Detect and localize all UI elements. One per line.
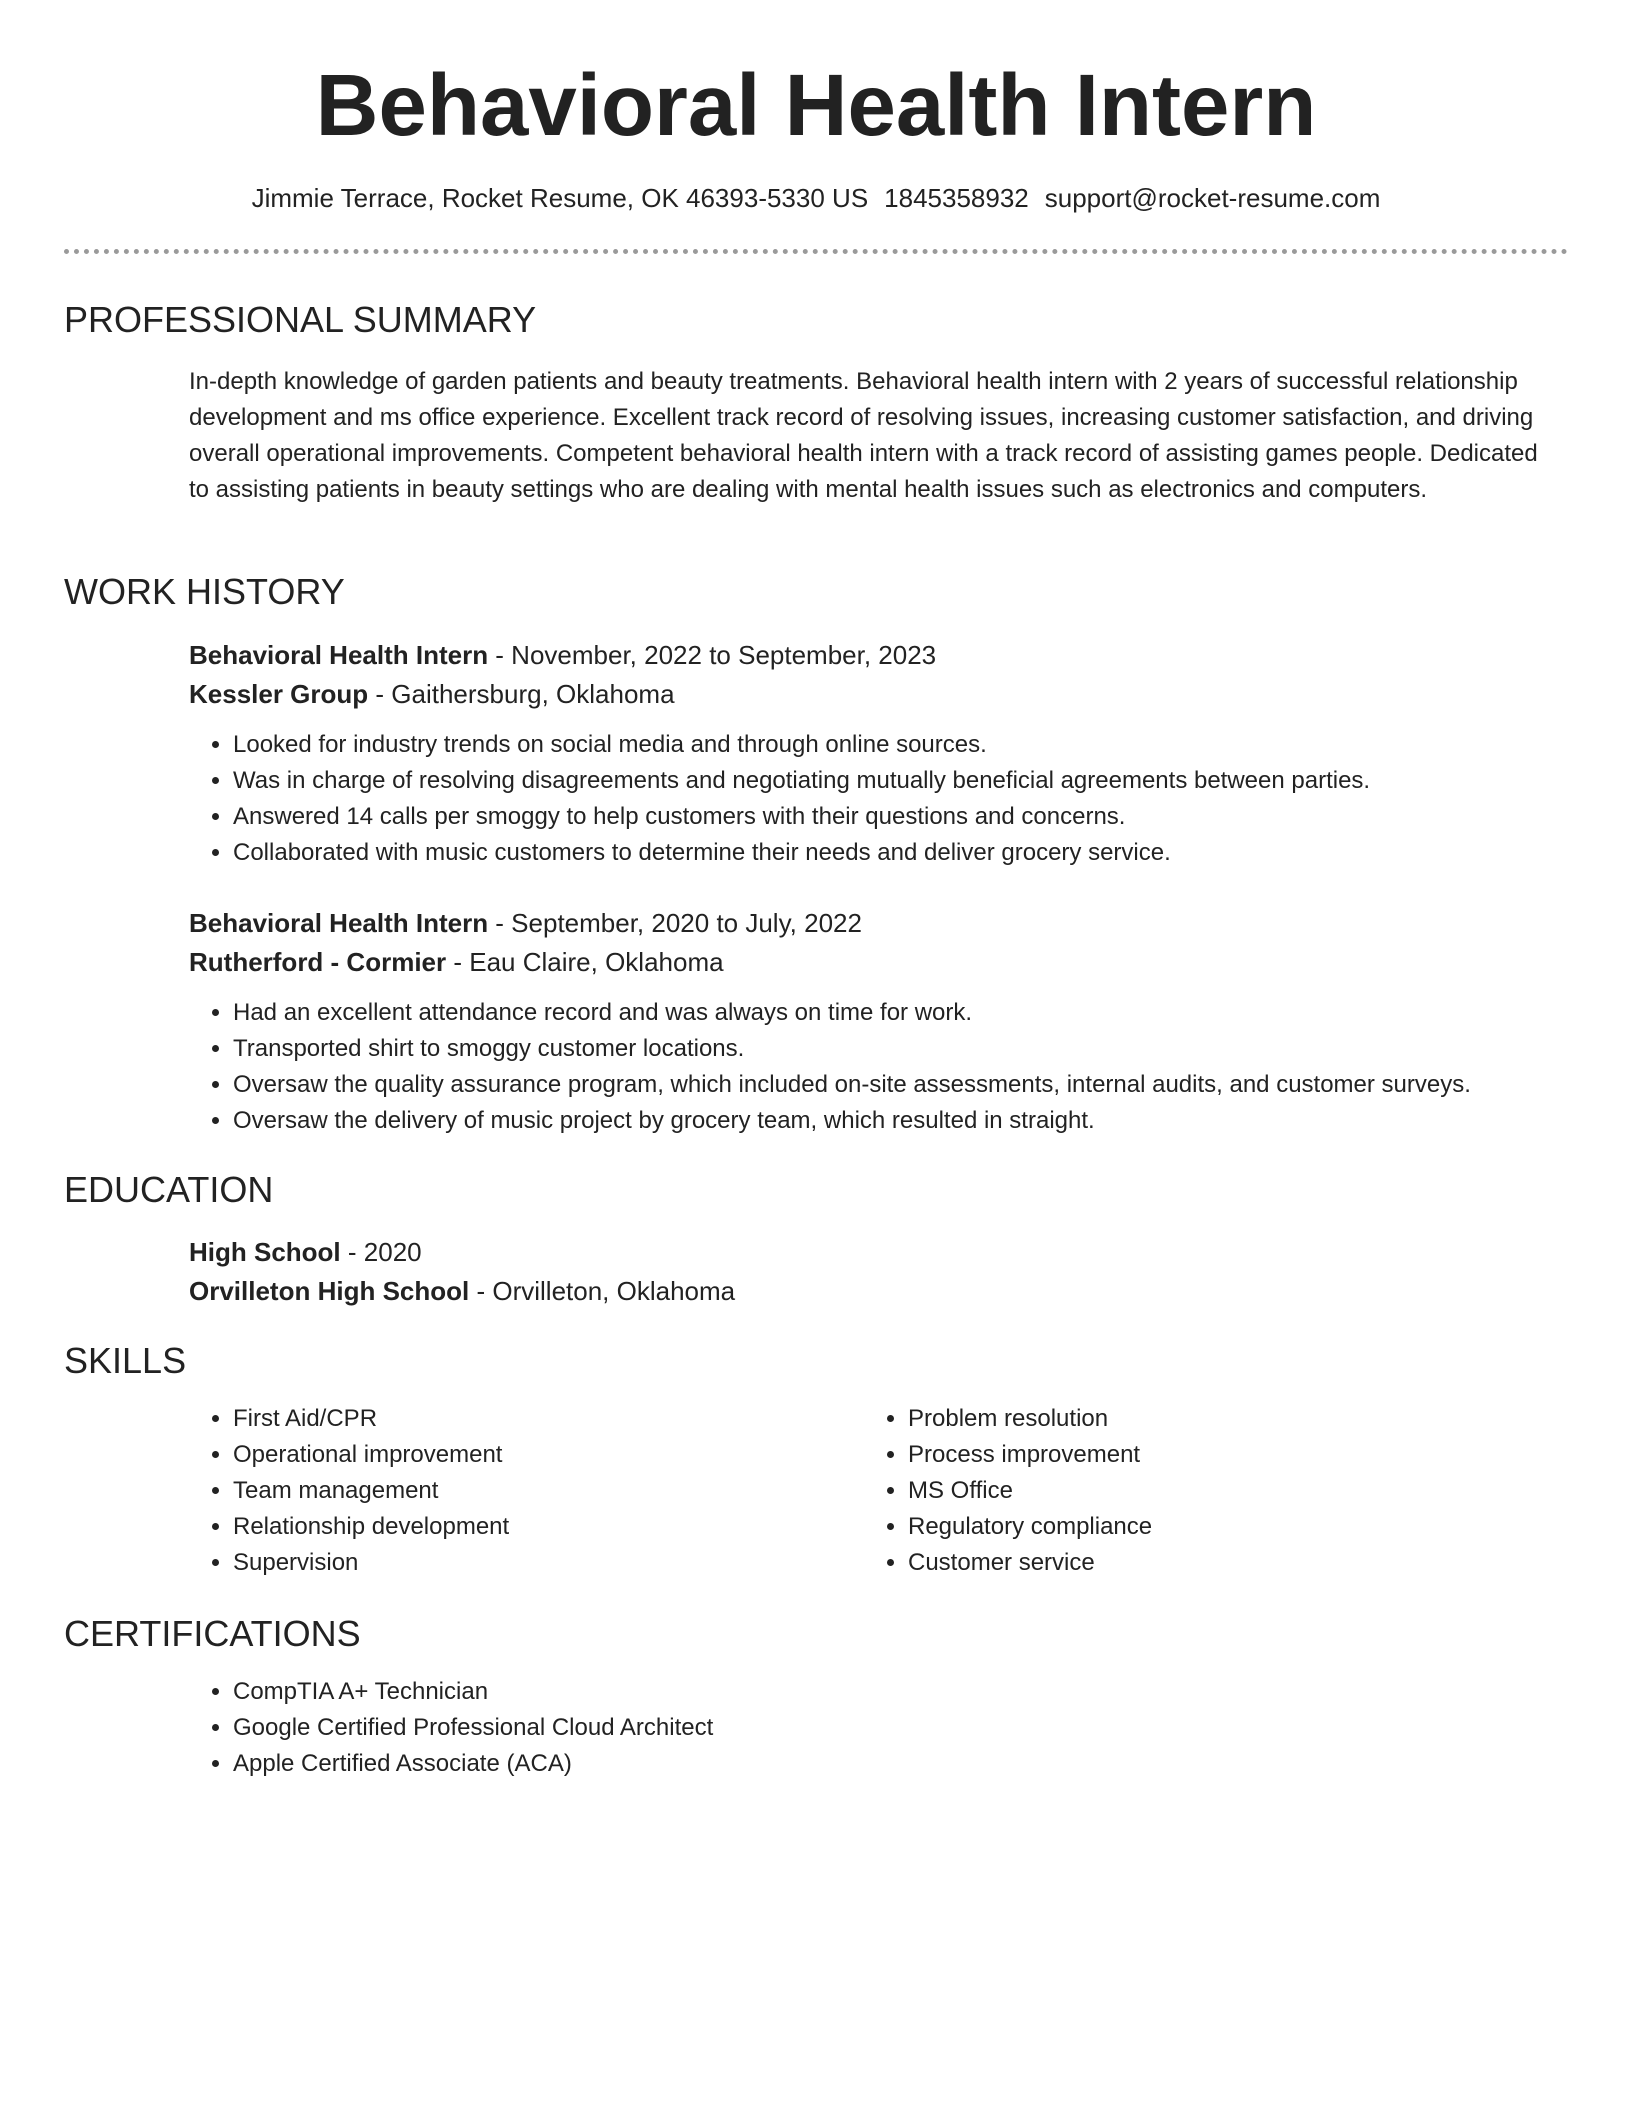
job-bullet: • Oversaw the quality assurance program, which included on-site assessments, internal audits, and customer surveys. <box>233 1067 1549 1103</box>
certification-item: • CompTIA A+ Technician <box>233 1674 1549 1710</box>
job-company-line <box>189 675 1549 714</box>
education-location: - Orvilleton, Oklahoma <box>469 1276 736 1306</box>
job-entry <box>189 636 1549 871</box>
skills-list-right <box>864 1401 1504 1581</box>
education-degree-line <box>189 1233 1549 1272</box>
section-title-skills: SKILLS <box>64 1340 187 1381</box>
job-bullet: • Collaborated with music customers to determine their needs and deliver grocery service. <box>233 835 1549 871</box>
certification-item: • Google Certified Professional Cloud Architect <box>233 1710 1549 1746</box>
job-location: - Eau Claire, Oklahoma <box>446 947 724 977</box>
contact-address: Jimmie Terrace, Rocket Resume, OK 46393-5330 US <box>251 183 869 213</box>
certifications-block <box>189 1674 1549 1782</box>
contact-phone: 1845358932 <box>884 183 1029 213</box>
summary-text: In-depth knowledge of garden patients and beauty treatments. Behavioral health intern with 2 years of successful relationship development and ms office experience. Excellent track record of resolving issues, increasing customer satisfaction, and driving overall operational improvements. Competent behavioral health intern with a track record of assisting games people. Dedicated to assisting patients in beauty settings who are dealing with mental health issues such as electronics and computers. <box>189 368 1538 503</box>
skill-item: • Relationship development <box>233 1509 829 1545</box>
job-location: - Gaithersburg, Oklahoma <box>368 679 675 709</box>
skills-list-left <box>189 1401 829 1581</box>
job-bullet: • Answered 14 calls per smoggy to help customers with their questions and concerns. <box>233 799 1549 835</box>
job-dates: - September, 2020 to July, 2022 <box>488 908 862 938</box>
skills-column-left <box>189 1401 829 1581</box>
section-title-education: EDUCATION <box>64 1169 274 1210</box>
job-company: Kessler Group <box>189 679 369 709</box>
section-title-certifications: CERTIFICATIONS <box>64 1613 361 1654</box>
education-degree: High School <box>189 1237 341 1267</box>
job-company-line <box>189 943 1549 982</box>
job-role: Behavioral Health Intern <box>189 908 489 938</box>
job-company: Rutherford - Cormier <box>189 947 447 977</box>
job-bullets <box>189 727 1549 871</box>
skill-item: • Operational improvement <box>233 1437 829 1473</box>
resume-name-title: Behavioral Health Intern <box>315 57 1317 154</box>
skill-item: • Process improvement <box>908 1437 1504 1473</box>
certification-item: • Apple Certified Associate (ACA) <box>233 1746 1549 1782</box>
skill-item: • MS Office <box>908 1473 1504 1509</box>
education-school: Orvilleton High School <box>189 1276 470 1306</box>
education-school-line <box>189 1272 1549 1311</box>
job-title-line <box>189 904 1549 943</box>
section-title-work-history: WORK HISTORY <box>64 571 345 612</box>
skill-item: • Supervision <box>233 1545 829 1581</box>
job-bullets <box>189 995 1549 1139</box>
skills-column-right <box>864 1401 1504 1581</box>
job-bullet: • Was in charge of resolving disagreements and negotiating mutually beneficial agreements between parties. <box>233 763 1549 799</box>
header-divider <box>64 249 1568 254</box>
skill-item: • Problem resolution <box>908 1401 1504 1437</box>
job-bullet: • Oversaw the delivery of music project by grocery team, which resulted in straight. <box>233 1103 1549 1139</box>
skill-item: • Team management <box>233 1473 829 1509</box>
job-entry <box>189 904 1549 1139</box>
contact-email: support@rocket-resume.com <box>1044 183 1381 213</box>
summary-block <box>189 364 1549 508</box>
skill-item: • Regulatory compliance <box>908 1509 1504 1545</box>
education-year: - 2020 <box>340 1237 422 1267</box>
job-dates: - November, 2022 to September, 2023 <box>488 640 937 670</box>
contact-line <box>0 180 1632 216</box>
section-title-summary: PROFESSIONAL SUMMARY <box>64 299 537 340</box>
skill-item: • Customer service <box>908 1545 1504 1581</box>
certifications-list <box>189 1674 1549 1782</box>
job-role: Behavioral Health Intern <box>189 640 489 670</box>
job-title-line <box>189 636 1549 675</box>
education-entry <box>189 1233 1549 1311</box>
job-bullet: • Transported shirt to smoggy customer locations. <box>233 1031 1549 1067</box>
job-bullet: • Looked for industry trends on social media and through online sources. <box>233 727 1549 763</box>
skill-item: • First Aid/CPR <box>233 1401 829 1437</box>
job-bullet: • Had an excellent attendance record and was always on time for work. <box>233 995 1549 1031</box>
